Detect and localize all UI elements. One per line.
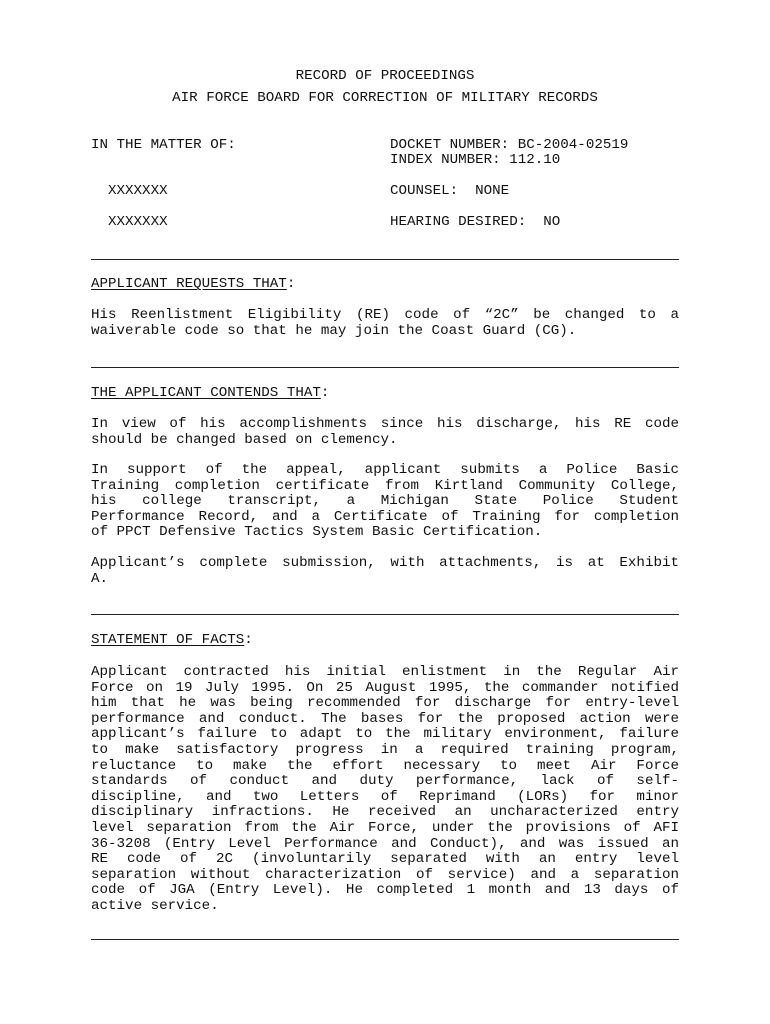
- section-divider: [91, 614, 679, 615]
- requests-paragraph: [91, 308, 679, 339]
- document-title: RECORD OF PROCEEDINGS: [295, 68, 475, 84]
- section-divider: [91, 259, 679, 260]
- paragraph-line: to make satisfactory progress in a required training program,: [91, 741, 679, 758]
- paragraph-line: applicant’s failure to adapt to the military environment, failure: [91, 726, 679, 743]
- applicant-ssn-redacted: XXXXXXX: [108, 214, 168, 230]
- paragraph-line: Applicant contracted his initial enlistment in the Regular Air: [91, 664, 679, 680]
- paragraph-line: Training completion certificate from Kirtland Community College,: [91, 477, 679, 494]
- section-divider: [91, 939, 679, 940]
- contends-paragraph-2: [91, 463, 679, 541]
- docket-number: DOCKET NUMBER: BC-2004-02519: [390, 137, 629, 153]
- paragraph-line: Applicant’s complete submission, with attachments, is at Exhibit: [91, 555, 679, 571]
- paragraph-line: In view of his accomplishments since his discharge, his RE code: [91, 416, 679, 432]
- index-number: INDEX NUMBER: 112.10: [390, 152, 561, 168]
- section-heading-facts: STATEMENT OF FACTS:: [91, 632, 253, 648]
- contends-paragraph-1: [91, 417, 679, 448]
- contends-paragraph-3: [91, 556, 679, 587]
- applicant-name-redacted: XXXXXXX: [108, 183, 168, 199]
- paragraph-line: His Reenlistment Eligibility (RE) code of “2C” be changed to a: [91, 307, 679, 323]
- paragraph-line: active service.: [91, 897, 219, 914]
- paragraph-line: 36-3208 (Entry Level Performance and Conduct), and was issued an: [91, 835, 679, 852]
- section-heading-contends: THE APPLICANT CONTENDS THAT:: [91, 385, 330, 401]
- paragraph-line: RE code of 2C (involuntarily separated with an entry level: [91, 851, 679, 868]
- paragraph-line: code of JGA (Entry Level). He completed 1 month and 13 days of: [91, 882, 679, 899]
- paragraph-line: discipline, and two Letters of Reprimand (LORs) for minor: [91, 788, 679, 805]
- board-name: AIR FORCE BOARD FOR CORRECTION OF MILITARY RECORDS: [172, 90, 598, 106]
- matter-label: IN THE MATTER OF:: [91, 137, 236, 153]
- paragraph-line: separation without characterization of service) and a separation: [91, 866, 679, 883]
- hearing-desired-field: HEARING DESIRED: NO: [390, 214, 561, 230]
- paragraph-line: In support of the appeal, applicant submits a Police Basic: [91, 462, 679, 478]
- paragraph-line: waiverable code so that he may join the Coast Guard (CG).: [91, 322, 577, 339]
- paragraph-line: standards of conduct and duty performance, lack of self-: [91, 773, 679, 790]
- paragraph-line: him that he was being recommended for discharge for entry-level: [91, 695, 679, 712]
- facts-paragraph: [91, 665, 679, 915]
- paragraph-line: should be changed based on clemency.: [91, 431, 398, 448]
- paragraph-line: reluctance to make the effort necessary to meet Air Force: [91, 757, 679, 774]
- paragraph-line: his college transcript, a Michigan State Police Student: [91, 493, 679, 510]
- counsel-field: COUNSEL: NONE: [390, 183, 510, 199]
- paragraph-line: Performance Record, and a Certificate of Training for completion: [91, 508, 679, 525]
- paragraph-line: level separation from the Air Force, under the provisions of AFI: [91, 819, 679, 836]
- paragraph-line: disciplinary infractions. He received an uncharacterized entry: [91, 804, 679, 821]
- section-heading-requests: APPLICANT REQUESTS THAT:: [91, 276, 296, 292]
- section-divider: [91, 367, 679, 368]
- paragraph-line: performance and conduct. The bases for the proposed action were: [91, 710, 679, 727]
- paragraph-line: A.: [91, 570, 109, 587]
- paragraph-line: Force on 19 July 1995. On 25 August 1995, the commander notified: [91, 679, 679, 696]
- paragraph-line: of PPCT Defensive Tactics System Basic Certification.: [91, 524, 543, 541]
